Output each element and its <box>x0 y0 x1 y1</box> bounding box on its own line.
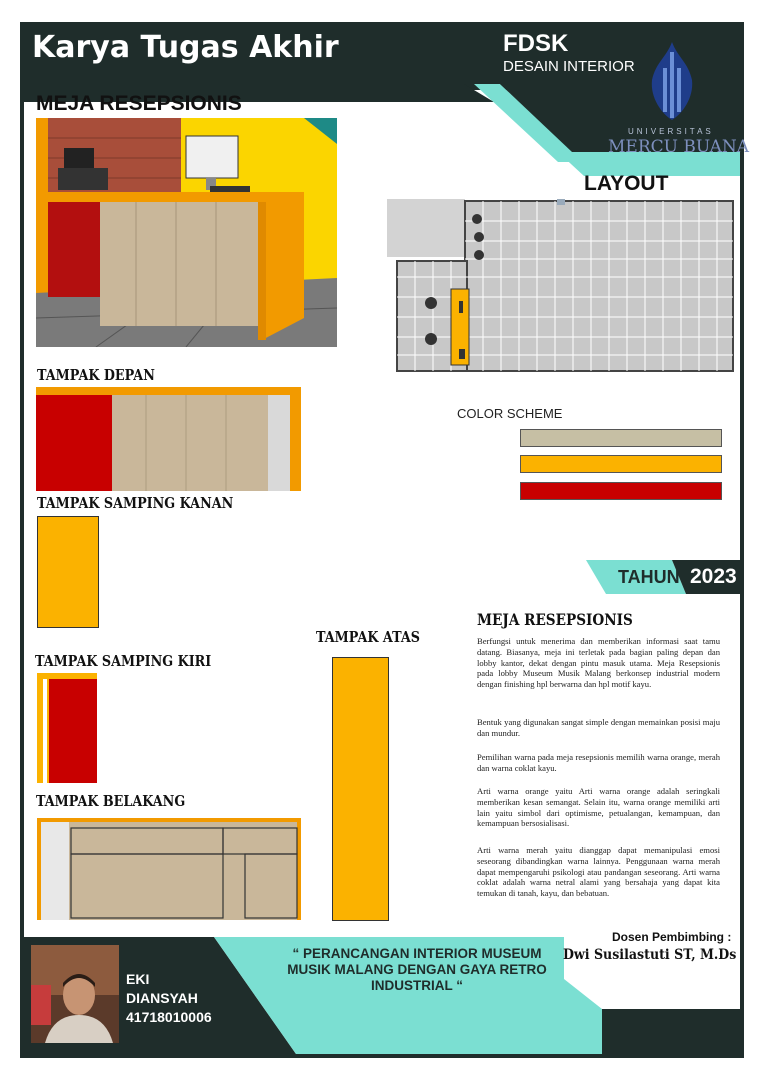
label-left-view: TAMPAK SAMPING KIRI <box>35 652 212 670</box>
color-swatch-beige <box>520 429 722 447</box>
label-front-view: TAMPAK DEPAN <box>37 366 155 384</box>
student-id: 41718010006 <box>126 1009 212 1025</box>
back-view-drawing <box>37 818 301 920</box>
left-view-drawing <box>37 673 97 783</box>
department-label: DESAIN INTERIOR <box>503 58 635 75</box>
label-right-view: TAMPAK SAMPING KANAN <box>37 494 234 512</box>
description-paragraph-2: Bentuk yang digunakan sangat simple dengan memainkan posisi maju dan mundur. <box>477 717 720 738</box>
project-title: “ PERANCANGAN INTERIOR MUSEUM MUSIK MALANG DENGAN GAYA RETRO INDUSTRIAL “ <box>287 946 547 993</box>
right-view-drawing <box>37 516 99 628</box>
front-view-drawing <box>36 387 301 491</box>
label-back-view: TAMPAK BELAKANG <box>36 792 186 810</box>
student-photo <box>31 945 119 1043</box>
description-paragraph-5: Arti warna merah yaitu dianggap dapat memanipulasi emosi seseorang dibandingkan warna lainnya. Penggunaan warna merah dapat mempengaruhi psikologi atau pandangan seseorang. Arti warna coklat adalah warna netral alami yang bersahaja yang dapat kita temukan di tanah, kayu, dan bebatuan. <box>477 845 720 899</box>
student-last-name: DIANSYAH <box>126 990 198 1006</box>
main-title: MEJA RESEPSIONIS <box>36 92 242 115</box>
faculty-label: FDSK <box>503 30 569 57</box>
color-swatch-red <box>520 482 722 500</box>
description-paragraph-1: Berfungsi untuk menerima dan memberikan informasi saat tamu datang. Biasanya, meja ini terletak pada bagian paling depan dan lobby kantor, dekat dengan pintu masuk utama. Meja Resepsionis pada lobby Museum Musik Malang berkonsep industrial modern dengan finishing hpl berwarna dan hpl motif kayu. <box>477 636 720 690</box>
perspective-render <box>36 118 337 347</box>
color-swatch-orange <box>520 455 722 473</box>
page-title: Karya Tugas Akhir <box>32 30 339 65</box>
student-first-name: EKI <box>126 971 150 987</box>
layout-title: LAYOUT <box>584 172 669 195</box>
university-logo-icon <box>648 40 696 122</box>
description-paragraph-4: Arti warna orange yaitu Arti warna orange adalah seringkali memberikan kesan semangat. Selain itu, warna orange memiliki arti lain yaitu simbol dari optimisme, petualangan, kemampuan, dan kemampuan bersosialisasi. <box>477 786 720 829</box>
advisor-label: Dosen Pembimbing : <box>612 930 732 944</box>
year-value: 2023 <box>690 565 737 588</box>
advisor-name: Dwi Susilastuti ST, M.Ds <box>563 947 737 963</box>
layout-plan <box>387 197 734 376</box>
year-label: TAHUN <box>618 567 680 587</box>
university-label: UNIVERSITAS <box>628 127 714 136</box>
color-scheme-label: COLOR SCHEME <box>457 406 563 421</box>
label-top-view: TAMPAK ATAS <box>316 628 420 646</box>
university-name: MERCU BUANA <box>608 137 750 157</box>
description-title: MEJA RESEPSIONIS <box>477 610 633 629</box>
description-paragraph-3: Pemilihan warna pada meja resepsionis memilih warna orange, merah dan warna coklat kayu. <box>477 752 720 773</box>
top-view-drawing <box>332 657 389 921</box>
